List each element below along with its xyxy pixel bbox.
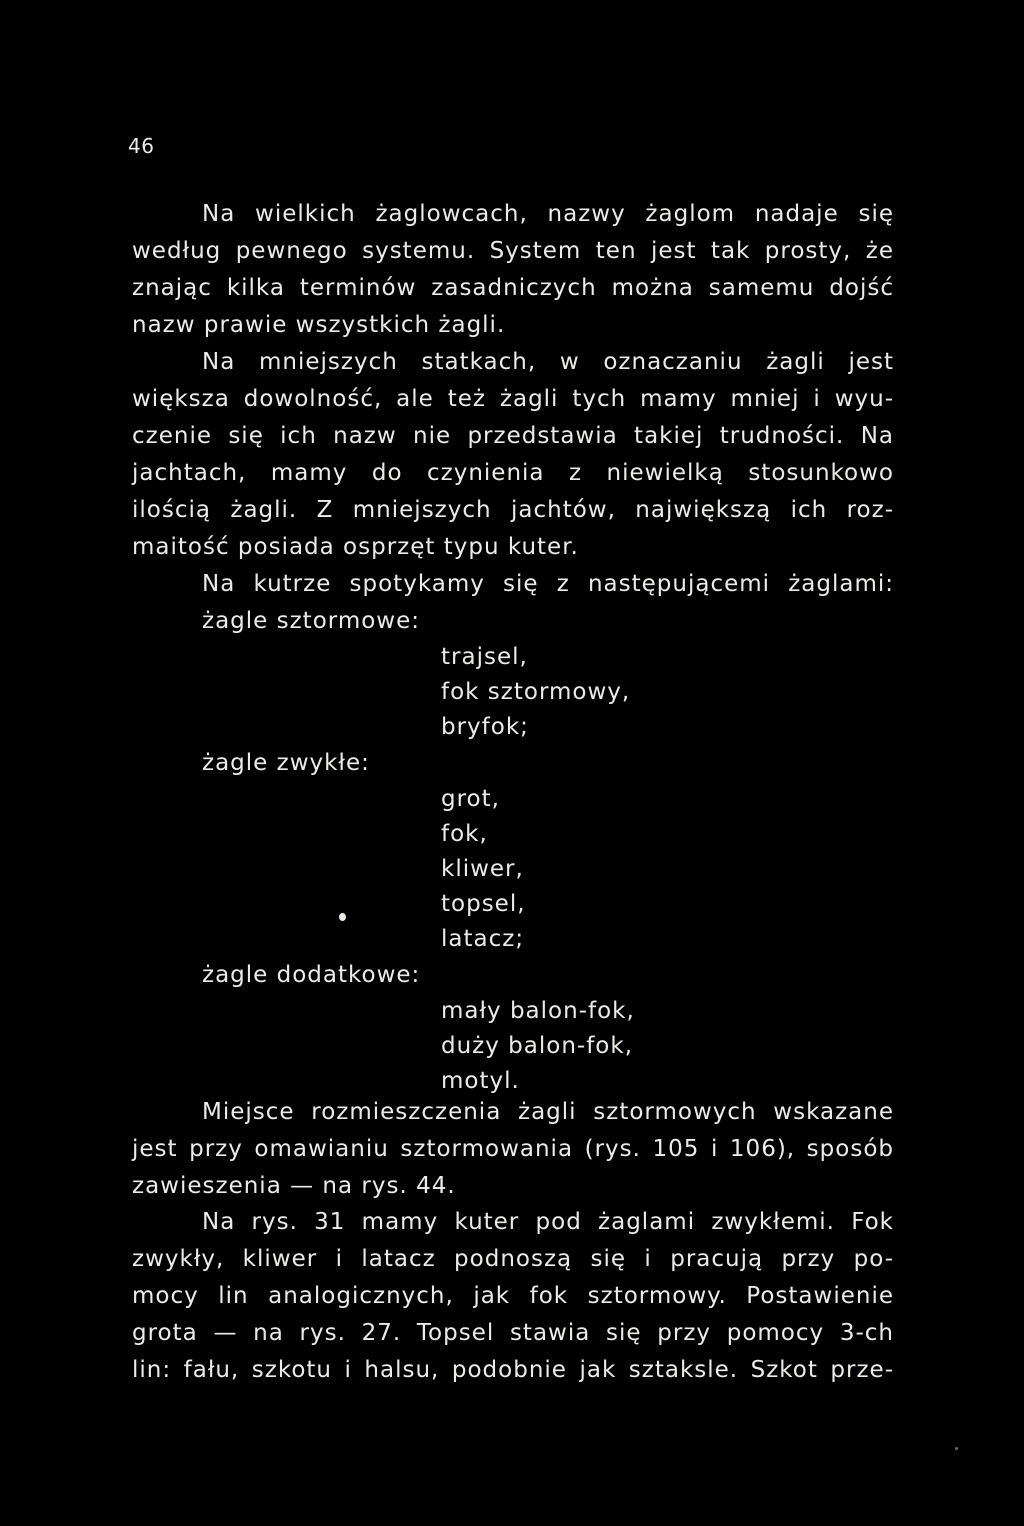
text-line: grota — na rys. 27. Topsel stawia się przy pomocy 3-ch — [132, 1320, 894, 1346]
extra-sails-label: żagle dodatkowe: — [202, 962, 421, 988]
regular-sail-item: kliwer, — [441, 856, 524, 882]
storm-sail-item: bryfok; — [441, 714, 529, 740]
text-line: maitość posiada osprzęt typu kuter. — [132, 534, 579, 560]
text-line: Na wielkich żaglowcach, nazwy żaglom nadaje się — [202, 201, 894, 227]
text-line: mocy lin analogicznych, jak fok sztormowy. Postawienie — [132, 1283, 894, 1309]
regular-sail-item: topsel, — [441, 891, 526, 917]
text-line: Na mniejszych statkach, w oznaczaniu żagli jest — [202, 349, 894, 375]
text-line: zwykły, kliwer i latacz podnoszą się i pracują przy po- — [132, 1246, 894, 1272]
text-line: zawieszenia — na rys. 44. — [132, 1173, 456, 1199]
text-line: Miejsce rozmieszczenia żagli sztormowych wskazane — [202, 1099, 894, 1125]
text-line: ilością żagli. Z mniejszych jachtów, największą ich roz- — [132, 497, 894, 523]
text-line: Na rys. 31 mamy kuter pod żaglami zwykłemi. Fok — [202, 1209, 894, 1235]
text-line: jest przy omawianiu sztormowania (rys. 105 i 106), sposób — [132, 1136, 894, 1162]
extra-sail-item: mały balon-fok, — [441, 998, 635, 1024]
text-line: Na kutrze spotykamy się z następującemi żaglami: — [202, 571, 894, 597]
regular-sail-item: grot, — [441, 786, 500, 812]
regular-sail-item: latacz; — [441, 926, 525, 952]
text-line: jachtach, mamy do czynienia z niewielką stosunkowo — [132, 460, 894, 486]
text-line: większa dowolność, ale też żagli tych mamy mniej i wyu- — [132, 386, 894, 412]
text-line: nazw prawie wszystkich żagli. — [132, 312, 506, 338]
text-line: według pewnego systemu. System ten jest tak prosty, że — [132, 238, 894, 264]
storm-sails-label: żagle sztormowe: — [202, 608, 421, 634]
storm-sail-item: fok sztormowy, — [441, 679, 631, 705]
extra-sail-item: motyl. — [441, 1068, 520, 1094]
regular-sails-label: żagle zwykłe: — [202, 750, 370, 776]
storm-sail-item: trajsel, — [441, 644, 528, 670]
text-line: czenie się ich nazw nie przedstawia takiej trudności. Na — [132, 423, 894, 449]
regular-sail-item: fok, — [441, 821, 488, 847]
page-number: 46 — [128, 134, 155, 158]
text-line: lin: fału, szkotu i halsu, podobnie jak sztaksle. Szkot prze- — [132, 1357, 894, 1383]
extra-sail-item: duży balon-fok, — [441, 1033, 634, 1059]
text-line: znając kilka terminów zasadniczych można samemu dojść — [132, 275, 894, 301]
ink-dot-mark — [339, 913, 346, 921]
scan-speck — [955, 1447, 958, 1450]
